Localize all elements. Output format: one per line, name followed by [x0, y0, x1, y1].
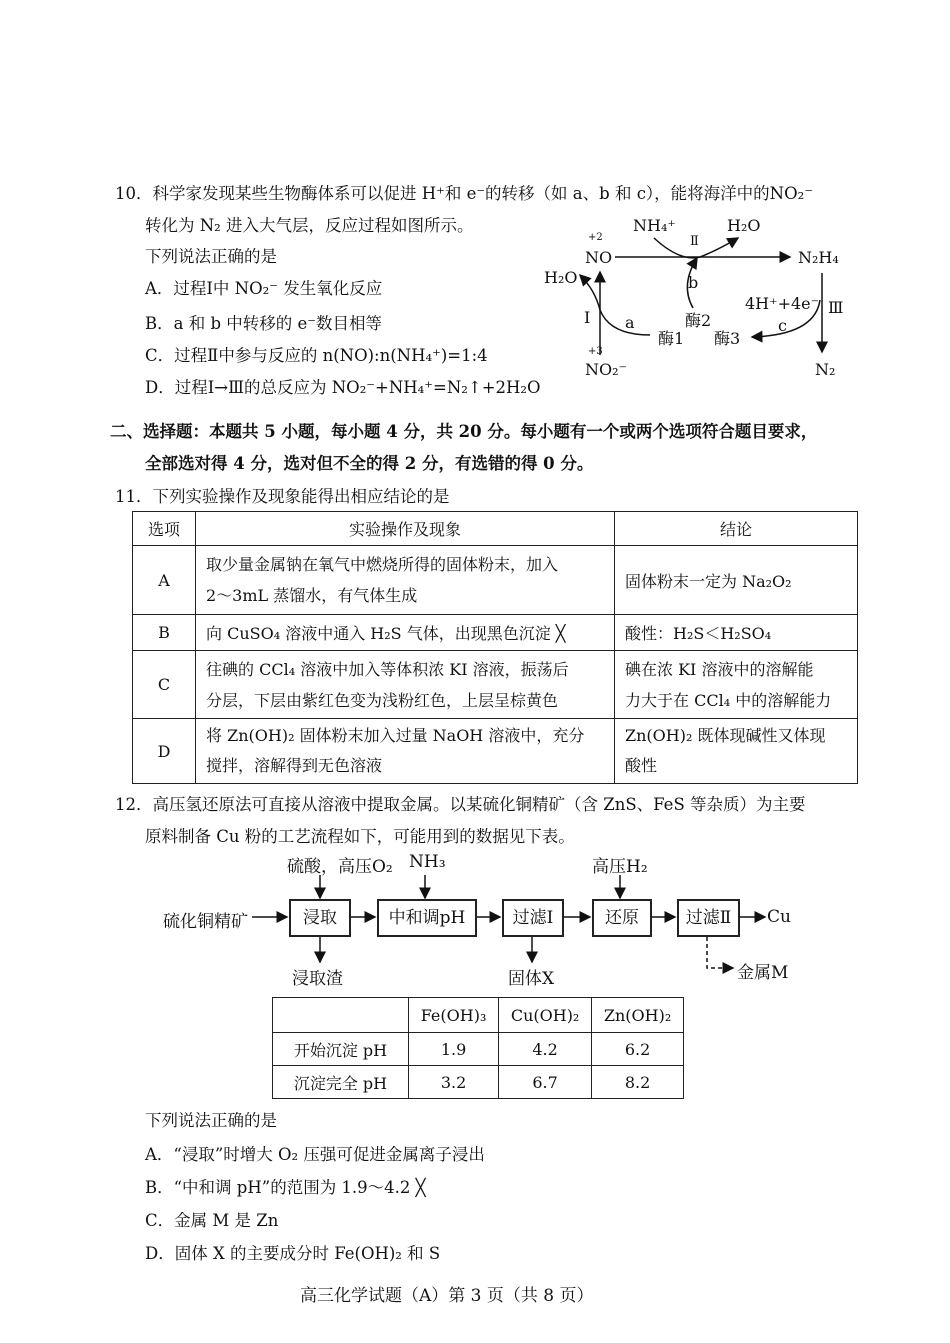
- table-row: [273, 1033, 684, 1066]
- q11-stem: 11．下列实验操作及现象能得出相应结论的是: [115, 487, 450, 506]
- flow-step-reduce: 还原: [592, 899, 652, 937]
- row-option: D: [133, 719, 196, 784]
- q12-prompt: 下列说法正确的是: [145, 1111, 277, 1130]
- operation-line: 往碘的 CCl₄ 溶液中加入等体积浓 KI 溶液，振荡后: [206, 659, 569, 679]
- label-a: a: [625, 313, 635, 332]
- table-cell: 1.9: [409, 1033, 499, 1066]
- q10-option-c: C．过程Ⅱ中参与反应的 n(NO):n(NH₄⁺)=1:4: [145, 346, 488, 365]
- flow-step-filter2: 过滤Ⅱ: [677, 899, 740, 937]
- label-b: b: [688, 273, 699, 292]
- conclusion-line: 碘在浓 KI 溶液中的溶解能: [625, 659, 814, 679]
- row-label: 开始沉淀 pH: [273, 1033, 409, 1066]
- flow-reagent-1: 硫酸，高压O₂: [287, 857, 393, 877]
- row-option: A: [133, 546, 196, 615]
- q10-prompt: 下列说法正确的是: [145, 247, 277, 266]
- q12-stem-line1: 12．高压氢还原法可直接从溶液中提取金属。以某硫化铜精矿（含 ZnS、FeS 等杂质）为主要: [115, 795, 806, 814]
- label-h2o-left: H₂O: [544, 268, 578, 287]
- flow-output-metal-m: 金属M: [737, 963, 789, 983]
- flow-step-leach: 浸取: [289, 899, 351, 937]
- q10-option-b: B．a 和 b 中转移的 e⁻数目相等: [145, 314, 382, 333]
- oxidation-mark-no2: +3: [588, 346, 603, 357]
- flow-step-neutralize: 中和调pH: [377, 899, 477, 937]
- label-process-ii: Ⅱ: [690, 234, 699, 249]
- ph-data-table: [272, 997, 684, 1099]
- header-option: 选项: [133, 512, 196, 546]
- q12-option-c: C．金属 M 是 Zn: [145, 1211, 279, 1230]
- q12-option-d: D．固体 X 的主要成分时 Fe(OH)₂ 和 S: [145, 1244, 441, 1263]
- table-cell: 6.7: [499, 1066, 592, 1099]
- label-h-e: 4H⁺+4e⁻: [745, 294, 820, 313]
- label-enzyme1: 酶1: [658, 329, 685, 348]
- q10-option-a: A．过程Ⅰ中 NO₂⁻ 发生氧化反应: [145, 279, 383, 298]
- operation-line: 取少量金属钠在氧气中燃烧所得的固体粉末，加入: [206, 555, 559, 574]
- operation-line: 分层，下层由紫红色变为浅粉红色，上层呈棕黄色: [206, 690, 559, 710]
- label-c: c: [778, 316, 787, 335]
- flow-reagent-2: NH₃: [409, 852, 446, 872]
- flow-step-filter1: 过滤Ⅰ: [502, 899, 564, 937]
- flow-input: 硫化铜精矿: [163, 912, 248, 932]
- flow-product: Cu: [767, 907, 791, 927]
- label-nh4: NH₄⁺: [633, 216, 676, 235]
- header-conclusion: 结论: [615, 512, 858, 546]
- q10-option-d: D．过程Ⅰ→Ⅲ的总反应为 NO₂⁻+NH₄⁺=N₂↑+2H₂O: [145, 378, 541, 397]
- operation-line: 搅拌，溶解得到无色溶液: [206, 756, 383, 775]
- row-option: B: [133, 615, 196, 651]
- q10-stem-line1: 10．科学家发现某些生物酶体系可以促进 H⁺和 e⁻的转移（如 a、b 和 c），能将海洋中的NO₂⁻: [115, 184, 813, 203]
- table-row: [273, 1066, 684, 1099]
- operation-line: 2～3mL 蒸馏水，有气体生成: [206, 586, 418, 605]
- section2-heading: 二、选择题：本题共 5 小题，每小题 4 分，共 20 分。每小题有一个或两个选项符合题目要求，: [110, 422, 818, 441]
- header-cell: [273, 998, 409, 1033]
- flow-reagent-3: 高压H₂: [592, 857, 648, 877]
- table-header-row: [273, 998, 684, 1033]
- header-cell: Cu(OH)₂: [499, 998, 592, 1033]
- operation-line: 向 CuSO₄ 溶液中通入 H₂S 气体，出现黑色沉淀 ╳: [206, 624, 566, 643]
- label-process-iii: Ⅲ: [828, 298, 844, 317]
- table-cell: 6.2: [592, 1033, 684, 1066]
- header-cell: Zn(OH)₂: [592, 998, 684, 1033]
- label-enzyme2: 酶2: [685, 311, 712, 330]
- flow-output-solid-x: 固体X: [508, 969, 555, 989]
- row-option: C: [133, 651, 196, 719]
- table-cell: 3.2: [409, 1066, 499, 1099]
- header-cell: Fe(OH)₃: [409, 998, 499, 1033]
- label-no: NO: [585, 248, 613, 267]
- flow-output-residue: 浸取渣: [292, 969, 343, 989]
- section2-instructions: 全部选对得 4 分，选对但不全的得 2 分，有选错的得 0 分。: [145, 454, 594, 473]
- header-operation: 实验操作及现象: [196, 512, 615, 546]
- row-label: 沉淀完全 pH: [273, 1066, 409, 1099]
- conclusion-line: Zn(OH)₂ 既体现碱性又体现: [625, 726, 826, 745]
- conclusion-line: 酸性：H₂S＜H₂SO₄: [625, 624, 772, 643]
- conclusion-line: 酸性: [625, 756, 658, 775]
- label-h2o-top: H₂O: [727, 216, 761, 235]
- label-enzyme3: 酶3: [714, 329, 741, 348]
- q12-option-b: B．“中和调 pH”的范围为 1.9～4.2 ╳: [145, 1178, 426, 1197]
- label-n2: N₂: [815, 360, 836, 379]
- conclusion-line: 力大于在 CCl₄ 中的溶解能力: [625, 690, 832, 710]
- table-cell: 4.2: [499, 1033, 592, 1066]
- label-no2: NO₂⁻: [585, 360, 627, 379]
- oxidation-mark-no: +2: [588, 232, 603, 243]
- operation-line: 将 Zn(OH)₂ 固体粉末加入过量 NaOH 溶液中，充分: [206, 726, 585, 745]
- q10-stem-line2: 转化为 N₂ 进入大气层，反应过程如图所示。: [145, 216, 474, 235]
- q12-stem-line2: 原料制备 Cu 粉的工艺流程如下，可能用到的数据见下表。: [145, 827, 575, 846]
- conclusion-line: 固体粉末一定为 Na₂O₂: [625, 571, 792, 591]
- label-process-i: Ⅰ: [584, 308, 591, 327]
- q12-option-a: A．“浸取”时增大 O₂ 压强可促进金属离子浸出: [145, 1145, 485, 1164]
- table-cell: 8.2: [592, 1066, 684, 1099]
- page-footer: 高三化学试题（A）第 3 页（共 8 页）: [300, 1286, 594, 1306]
- label-n2h4: N₂H₄: [798, 248, 839, 267]
